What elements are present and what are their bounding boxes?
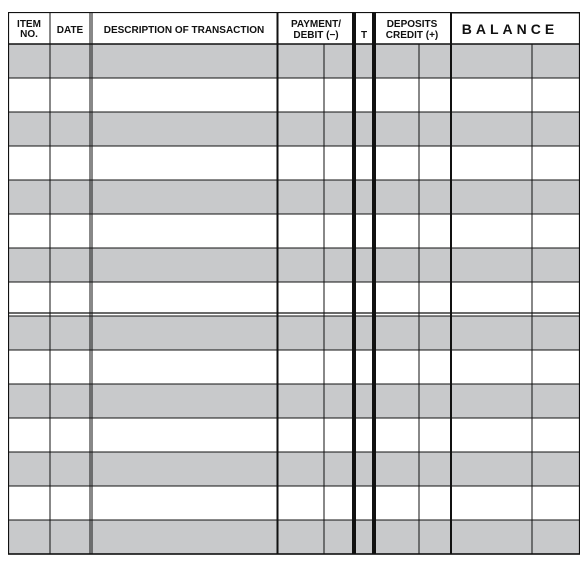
shaded-row-11: [8, 384, 580, 418]
header-date: DATE: [56, 25, 84, 36]
white-row-8: [8, 282, 580, 316]
white-row-2: [8, 78, 580, 112]
shaded-row-1: [8, 44, 580, 78]
check-register-form: [8, 12, 580, 560]
header-deposits-line1: DEPOSITS: [386, 19, 438, 30]
header-item-no-line1: ITEM: [17, 19, 41, 30]
header-item-no-line2: NO.: [20, 29, 38, 40]
shaded-row-5: [8, 180, 580, 214]
row-backgrounds: [8, 44, 580, 554]
white-row-10: [8, 350, 580, 384]
header-t: T: [360, 30, 368, 41]
white-row-12: [8, 418, 580, 452]
register-grid: [8, 12, 580, 560]
header-payment-line2: DEBIT (−): [293, 30, 339, 41]
header-deposits-line2: CREDIT (+): [385, 30, 439, 41]
white-row-14: [8, 486, 580, 520]
header-description: DESCRIPTION OF TRANSACTION: [103, 25, 265, 36]
white-row-6: [8, 214, 580, 248]
header-row: [17, 19, 558, 41]
white-row-4: [8, 146, 580, 180]
shaded-row-7: [8, 248, 580, 282]
shaded-row-9: [8, 316, 580, 350]
shaded-row-13: [8, 452, 580, 486]
header-balance: BALANCE: [461, 21, 559, 37]
header-payment-line1: PAYMENT/: [290, 19, 342, 30]
shaded-row-15: [8, 520, 580, 554]
shaded-row-3: [8, 112, 580, 146]
